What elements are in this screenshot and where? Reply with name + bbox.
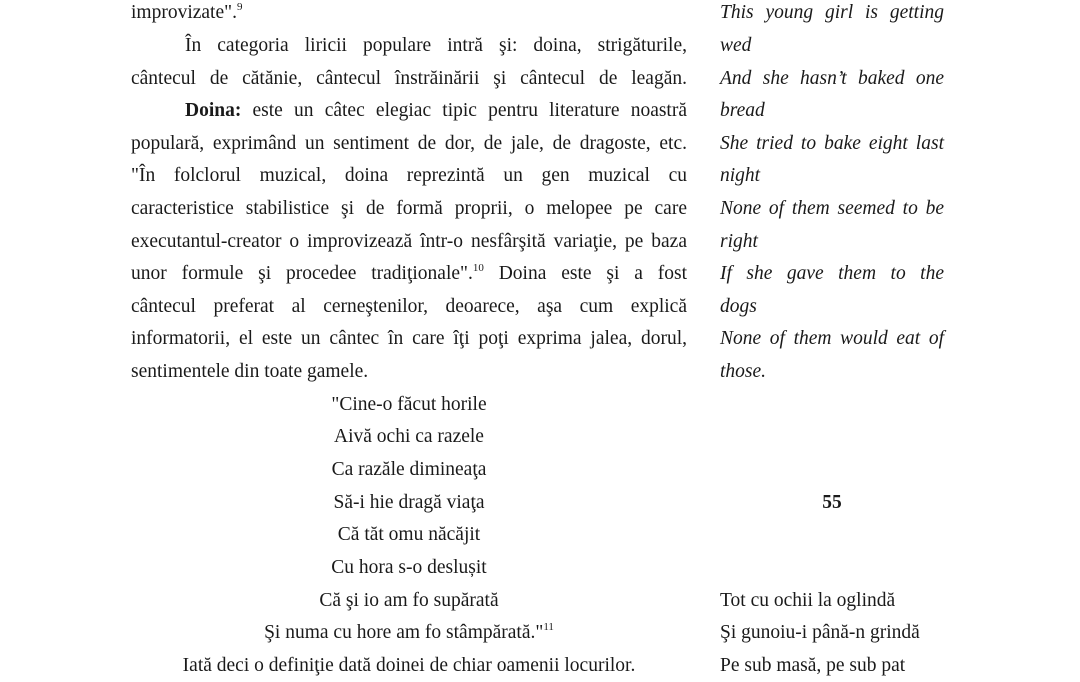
- text-line: sentimentele din toate gamele.: [131, 361, 369, 382]
- footnote-ref: 9: [236, 1, 243, 13]
- text-line: informatorii, el este un cântec în care îţi poţi exprima jalea, dorul,: [131, 328, 687, 349]
- translation-line: wed: [720, 35, 752, 56]
- text-line: executantul-creator o improvizează într-o nesfârşită variaţie, pe baza: [131, 231, 687, 252]
- text-line: improvizate".$^9$: [131, 1, 243, 23]
- translation-line: night: [720, 165, 761, 186]
- text-line: cântecul de cătănie, cântecul înstrăinării şi cântecul de leagăn.: [131, 68, 687, 89]
- poem-line: Că tăt omu năcăjit: [337, 524, 481, 545]
- translation-line: None of them would eat of: [720, 328, 944, 349]
- text-line: Doina: este un câtec elegiac tipic pentru literature noastră: [185, 100, 687, 121]
- text-line: Iată deci o definiţie dată doinei de chiar oamenii locurilor.: [182, 655, 636, 676]
- translation-line: right: [720, 231, 758, 252]
- translation-line: This young girl is getting: [720, 2, 944, 23]
- term-doina: Doina:: [185, 100, 242, 121]
- text-line: "În folclorul muzical, doina reprezintă un gen muzical cu: [131, 165, 687, 186]
- translation-line: And she hasn’t baked one: [720, 68, 944, 89]
- footnote-ref: 11: [543, 621, 554, 633]
- translation-line: bread: [720, 100, 765, 121]
- footnote-ref: 10: [472, 262, 484, 274]
- translation-line: None of them seemed to be: [720, 198, 944, 219]
- poem-line: Şi numa cu hore am fo stâmpărată."$^{11}$: [264, 621, 554, 643]
- translation-line: those.: [720, 361, 767, 382]
- translation-line: She tried to bake eight last: [720, 133, 944, 154]
- poem-line: "Cine-o făcut horile: [331, 394, 487, 415]
- poem-line: Să-i hie dragă viaţa: [333, 492, 485, 513]
- text-line: cântecul preferat al cerneştenilor, deoarece, aşa cum explică: [131, 296, 687, 317]
- poem-line: Cu hora s-o deslușit: [331, 557, 487, 578]
- poem-line: Aivă ochi ca razele: [334, 426, 484, 447]
- text-line: caracteristice stabilistice şi de formă proprii, o melopee pe care: [131, 198, 687, 219]
- page-number: 55: [822, 492, 842, 513]
- text-line: populară, exprimând un sentiment de dor, de jale, de dragoste, etc.: [131, 133, 687, 154]
- verse-line: Şi gunoiu-i până-n grindă: [720, 622, 920, 643]
- translation-line: If she gave them to the: [720, 263, 944, 284]
- text-line: unor formule şi procedee tradiţionale".$^{10}$ Doina este şi a fost: [131, 262, 687, 284]
- text-line: În categoria liricii populare intră şi: doina, strigăturile,: [185, 35, 687, 56]
- poem-line: Că şi io am fo supărată: [319, 590, 499, 611]
- verse-line: Tot cu ochii la oglindă: [720, 590, 896, 611]
- poem-line: Ca razăle dimineaţa: [331, 459, 487, 480]
- translation-line: dogs: [720, 296, 757, 317]
- verse-line: Pe sub masă, pe sub pat: [720, 655, 906, 676]
